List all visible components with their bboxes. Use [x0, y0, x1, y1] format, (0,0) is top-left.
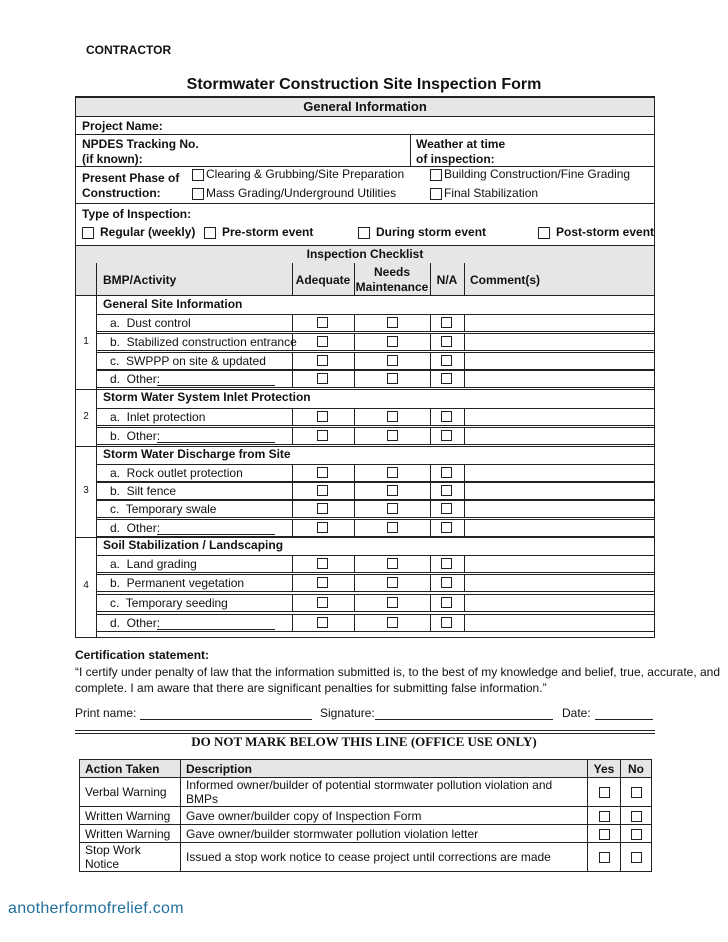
- adequate-checkbox[interactable]: [317, 336, 328, 347]
- checklist-item-label: b. Silt fence: [110, 484, 177, 498]
- office-divider: [75, 730, 655, 731]
- cell-divider: [464, 501, 465, 518]
- cell-divider: [354, 334, 355, 351]
- adequate-checkbox[interactable]: [317, 558, 328, 569]
- office-row: [80, 825, 652, 843]
- cell-divider: [354, 501, 355, 518]
- cell-divider: [354, 556, 355, 573]
- checklist-item-label: d. Other:: [110, 616, 161, 630]
- adequate-checkbox[interactable]: [317, 317, 328, 328]
- checklist-item-label: c. SWPPP on site & updated: [110, 354, 266, 368]
- na-checkbox[interactable]: [441, 430, 452, 441]
- group-title: General Site Information: [103, 297, 243, 311]
- na-checkbox[interactable]: [441, 411, 452, 422]
- action-description: Issued a stop work notice to cease project until corrections are made: [181, 843, 588, 872]
- na-checkbox[interactable]: [441, 336, 452, 347]
- checklist-row: [96, 314, 654, 332]
- certification-text-1: “I certify under penalty of law that the information submitted is, to the best of my knowledge and belief, true, accurate, and: [75, 665, 721, 679]
- na-checkbox[interactable]: [441, 558, 452, 569]
- cell-divider: [430, 575, 431, 592]
- cell-divider: [292, 483, 293, 500]
- checklist-row: [96, 574, 654, 592]
- weather-label: Weather at time: [416, 137, 506, 151]
- cell-divider: [430, 520, 431, 537]
- type-pre-storm[interactable]: Pre-storm event: [204, 225, 313, 239]
- office-header-row: [80, 760, 652, 778]
- no-cell: [621, 843, 652, 872]
- needs-maintenance-checkbox[interactable]: [387, 373, 398, 384]
- checklist-item-label: c. Temporary swale: [110, 502, 217, 516]
- cell-divider: [464, 556, 465, 573]
- cell-divider: [430, 501, 431, 518]
- cell-divider: [292, 428, 293, 445]
- na-checkbox[interactable]: [441, 577, 452, 588]
- na-checkbox[interactable]: [441, 503, 452, 514]
- office-use-table: [79, 759, 652, 872]
- action-taken: Stop Work Notice: [80, 843, 181, 872]
- adequate-checkbox[interactable]: [317, 522, 328, 533]
- group-title: Storm Water System Inlet Protection: [103, 390, 311, 404]
- date-label: Date:: [562, 706, 591, 720]
- adequate-checkbox[interactable]: [317, 373, 328, 384]
- checklist-row: [96, 352, 654, 370]
- action-description: Gave owner/builder stormwater pollution violation letter: [181, 825, 588, 843]
- no-checkbox[interactable]: [631, 852, 642, 863]
- cell-divider: [430, 556, 431, 573]
- adequate-checkbox[interactable]: [317, 355, 328, 366]
- no-checkbox[interactable]: [631, 811, 642, 822]
- action-taken: Written Warning: [80, 825, 181, 843]
- na-checkbox[interactable]: [441, 617, 452, 628]
- cell-divider: [430, 353, 431, 370]
- certification-text-2: complete. I am aware that there are significant penalties for submitting false information.”: [75, 681, 547, 695]
- header-action: Action Taken: [80, 760, 181, 778]
- cell-divider: [292, 501, 293, 518]
- checklist-item-label: a. Land grading: [110, 557, 197, 571]
- other-field[interactable]: [157, 522, 275, 535]
- yes-cell: [588, 843, 621, 872]
- general-info-header: General Information: [76, 98, 654, 117]
- column-comments: Comment(s): [470, 273, 541, 287]
- no-cell: [621, 825, 652, 843]
- cell-divider: [464, 409, 465, 426]
- na-checkbox[interactable]: [441, 597, 452, 608]
- office-row: [80, 778, 652, 807]
- cell-divider: [430, 465, 431, 482]
- needs-maintenance-checkbox[interactable]: [387, 522, 398, 533]
- checklist-row: [96, 482, 654, 500]
- adequate-checkbox[interactable]: [317, 485, 328, 496]
- checklist-item-label: a. Rock outlet protection: [110, 466, 243, 480]
- needs-maintenance-checkbox[interactable]: [387, 317, 398, 328]
- header-no: No: [621, 760, 652, 778]
- cell-divider: [464, 371, 465, 388]
- yes-checkbox[interactable]: [599, 787, 610, 798]
- needs-maintenance-checkbox[interactable]: [387, 485, 398, 496]
- checklist-header: Inspection Checklist: [76, 245, 654, 264]
- column-bmp: BMP/Activity: [103, 273, 177, 287]
- office-use-banner: DO NOT MARK BELOW THIS LINE (OFFICE USE ONLY): [191, 734, 537, 749]
- print-name-field[interactable]: [140, 707, 312, 720]
- cell-divider: [464, 353, 465, 370]
- phase-option-final[interactable]: Final Stabilization: [430, 186, 538, 200]
- cell-divider: [430, 409, 431, 426]
- cell-divider: [292, 371, 293, 388]
- yes-checkbox[interactable]: [599, 811, 610, 822]
- checklist-item-label: b. Other:: [110, 429, 161, 443]
- cell-divider: [464, 334, 465, 351]
- date-field[interactable]: [595, 707, 653, 720]
- cell-divider: [354, 615, 355, 632]
- type-during-storm[interactable]: During storm event: [358, 225, 486, 239]
- na-checkbox[interactable]: [441, 522, 452, 533]
- group-number: 1: [83, 335, 89, 347]
- phase-option-mass-grading[interactable]: Mass Grading/Underground Utilities: [192, 186, 396, 200]
- watermark[interactable]: anotherformofrelief.com: [8, 900, 184, 917]
- na-checkbox[interactable]: [441, 467, 452, 478]
- na-checkbox[interactable]: [441, 373, 452, 384]
- column-maintenance: Maintenance: [355, 280, 429, 294]
- cell-divider: [354, 315, 355, 332]
- checklist-item-label: b. Stabilized construction entrance: [110, 335, 297, 349]
- cell-divider: [354, 595, 355, 612]
- cell-divider: [354, 483, 355, 500]
- other-field[interactable]: [157, 373, 275, 386]
- form-title: Stormwater Construction Site Inspection Form: [186, 76, 542, 93]
- checklist-item-label: d. Other:: [110, 521, 161, 535]
- group-title: Storm Water Discharge from Site: [103, 447, 291, 461]
- na-checkbox[interactable]: [441, 355, 452, 366]
- group-number: 3: [83, 484, 89, 496]
- no-cell: [621, 778, 652, 807]
- cell-divider: [430, 371, 431, 388]
- cell-divider: [292, 315, 293, 332]
- cell-divider: [464, 465, 465, 482]
- phase-option-building[interactable]: Building Construction/Fine Grading: [430, 167, 630, 181]
- phase-option-clearing[interactable]: Clearing & Grubbing/Site Preparation: [192, 167, 404, 181]
- no-cell: [621, 807, 652, 825]
- cell-divider: [292, 595, 293, 612]
- group-number: 4: [83, 579, 89, 591]
- needs-maintenance-checkbox[interactable]: [387, 558, 398, 569]
- yes-cell: [588, 778, 621, 807]
- checklist-row: [96, 427, 654, 445]
- header-description: Description: [181, 760, 588, 778]
- cell-divider: [464, 595, 465, 612]
- checklist-row: [96, 464, 654, 482]
- cell-divider: [430, 595, 431, 612]
- adequate-checkbox[interactable]: [317, 503, 328, 514]
- checklist-row: [96, 555, 654, 573]
- action-description: Gave owner/builder copy of Inspection Form: [181, 807, 588, 825]
- yes-checkbox[interactable]: [599, 852, 610, 863]
- needs-maintenance-checkbox[interactable]: [387, 617, 398, 628]
- cell-divider: [430, 428, 431, 445]
- checklist-item-label: a. Dust control: [110, 316, 191, 330]
- cell-divider: [464, 428, 465, 445]
- action-taken: Verbal Warning: [80, 778, 181, 807]
- print-name-label: Print name:: [75, 706, 137, 720]
- needs-maintenance-checkbox[interactable]: [387, 411, 398, 422]
- na-checkbox[interactable]: [441, 485, 452, 496]
- no-checkbox[interactable]: [631, 787, 642, 798]
- type-post-storm[interactable]: Post-storm event: [538, 225, 654, 239]
- cell-divider: [354, 520, 355, 537]
- needs-maintenance-checkbox[interactable]: [387, 577, 398, 588]
- checklist-item-label: b. Permanent vegetation: [110, 576, 245, 590]
- adequate-checkbox[interactable]: [317, 411, 328, 422]
- office-row: [80, 843, 652, 872]
- inspection-type-label: Type of Inspection:: [82, 207, 192, 221]
- needs-maintenance-checkbox[interactable]: [387, 336, 398, 347]
- checklist-row: [96, 333, 654, 351]
- needs-maintenance-checkbox[interactable]: [387, 355, 398, 366]
- cell-divider: [292, 409, 293, 426]
- certification-heading: Certification statement:: [75, 648, 210, 662]
- checklist-item-label: c. Temporary seeding: [110, 596, 228, 610]
- cell-divider: [292, 615, 293, 632]
- adequate-checkbox[interactable]: [317, 467, 328, 478]
- cell-divider: [354, 409, 355, 426]
- cell-divider: [292, 556, 293, 573]
- yes-cell: [588, 807, 621, 825]
- cell-divider: [464, 483, 465, 500]
- adequate-checkbox[interactable]: [317, 617, 328, 628]
- needs-maintenance-checkbox[interactable]: [387, 597, 398, 608]
- contractor-label: CONTRACTOR: [86, 43, 172, 57]
- header-yes: Yes: [588, 760, 621, 778]
- phase-label-2: Construction:: [82, 186, 161, 200]
- phase-label: Present Phase of: [82, 171, 180, 185]
- cell-divider: [292, 465, 293, 482]
- adequate-checkbox[interactable]: [317, 597, 328, 608]
- yes-checkbox[interactable]: [599, 829, 610, 840]
- cell-divider: [292, 520, 293, 537]
- cell-divider: [430, 483, 431, 500]
- column-needs: Needs: [373, 265, 411, 279]
- other-field[interactable]: [157, 430, 275, 443]
- adequate-checkbox[interactable]: [317, 577, 328, 588]
- column-adequate: Adequate: [295, 273, 351, 287]
- cell-divider: [354, 575, 355, 592]
- office-row: [80, 807, 652, 825]
- action-description: Informed owner/builder of potential stormwater pollution violation and BMPs: [181, 778, 588, 807]
- na-checkbox[interactable]: [441, 317, 452, 328]
- cell-divider: [430, 615, 431, 632]
- project-name-label: Project Name:: [82, 119, 163, 133]
- cell-divider: [354, 353, 355, 370]
- type-regular[interactable]: Regular (weekly): [82, 225, 195, 239]
- cell-divider: [464, 575, 465, 592]
- signature-label: Signature:: [320, 706, 375, 720]
- needs-maintenance-checkbox[interactable]: [387, 503, 398, 514]
- cell-divider: [354, 428, 355, 445]
- other-field[interactable]: [157, 617, 275, 630]
- no-checkbox[interactable]: [631, 829, 642, 840]
- cell-divider: [464, 520, 465, 537]
- column-na: N/A: [436, 273, 458, 287]
- cell-divider: [354, 465, 355, 482]
- npdes-label-2: (if known):: [82, 152, 143, 166]
- group-title: Soil Stabilization / Landscaping: [103, 538, 284, 552]
- checklist-row: [96, 614, 654, 632]
- weather-label-2: of inspection:: [416, 152, 495, 166]
- cell-divider: [464, 615, 465, 632]
- cell-divider: [292, 575, 293, 592]
- adequate-checkbox[interactable]: [317, 430, 328, 441]
- checklist-row: [96, 500, 654, 518]
- cell-divider: [430, 315, 431, 332]
- checklist-item-label: a. Inlet protection: [110, 410, 206, 424]
- group-number: 2: [83, 410, 89, 422]
- action-taken: Written Warning: [80, 807, 181, 825]
- cell-divider: [430, 334, 431, 351]
- checklist-item-label: d. Other:: [110, 372, 161, 386]
- needs-maintenance-checkbox[interactable]: [387, 467, 398, 478]
- checklist-row: [96, 370, 654, 388]
- cell-divider: [464, 315, 465, 332]
- needs-maintenance-checkbox[interactable]: [387, 430, 398, 441]
- checklist-row: [96, 594, 654, 612]
- yes-cell: [588, 825, 621, 843]
- cell-divider: [292, 353, 293, 370]
- npdes-label: NPDES Tracking No.: [82, 137, 199, 151]
- checklist-row: [96, 408, 654, 426]
- checklist-row: [96, 519, 654, 537]
- cell-divider: [354, 371, 355, 388]
- signature-field[interactable]: [375, 707, 553, 720]
